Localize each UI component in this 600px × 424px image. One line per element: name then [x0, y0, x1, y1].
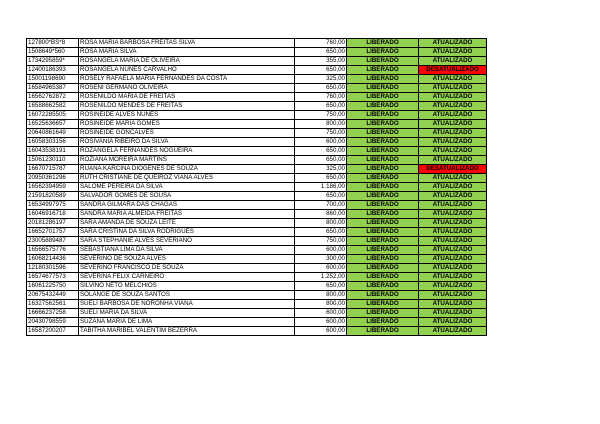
table-row: [27, 111, 487, 120]
beneficiary-name-cell: SUELI MARIA DA SILVA: [79, 309, 295, 318]
release-status-cell: LIBERADO: [347, 39, 419, 48]
beneficiary-name-cell: ROSINEIDE GONCALVES: [79, 129, 295, 138]
record-id-cell: 16670715787: [27, 165, 79, 174]
update-status-cell: ATUALIZADO: [419, 57, 487, 66]
beneficiary-name-cell: SALVADOR GOMES DE SOUSA: [79, 192, 295, 201]
release-status-cell: LIBERADO: [347, 138, 419, 147]
record-id-cell: 16534997975: [27, 201, 79, 210]
beneficiary-name-cell: ROZANGELA FERNANDES NOGUEIRA: [79, 147, 295, 156]
update-status-cell: ATUALIZADO: [419, 93, 487, 102]
release-status-cell: LIBERADO: [347, 282, 419, 291]
update-status-cell: ATUALIZADO: [419, 111, 487, 120]
amount-cell: 355,00: [295, 57, 347, 66]
release-status-cell: LIBERADO: [347, 246, 419, 255]
release-status-cell: LIBERADO: [347, 111, 419, 120]
table-row: [27, 309, 487, 318]
table-row: [27, 282, 487, 291]
amount-cell: 1.186,00: [295, 183, 347, 192]
update-status-cell: ATUALIZADO: [419, 219, 487, 228]
release-status-cell: LIBERADO: [347, 264, 419, 273]
amount-cell: 750,00: [295, 129, 347, 138]
amount-cell: 750,00: [295, 237, 347, 246]
release-status-cell: LIBERADO: [347, 75, 419, 84]
update-status-cell: DESATUALIZADO: [419, 165, 487, 174]
beneficiary-name-cell: ROSA MARIA SILVA: [79, 48, 295, 57]
beneficiary-name-cell: ROSANGELA NUNES CARVALHO: [79, 66, 295, 75]
update-status-cell: ATUALIZADO: [419, 255, 487, 264]
table-row: [27, 201, 487, 210]
amount-cell: 650,00: [295, 66, 347, 75]
amount-cell: 650,00: [295, 156, 347, 165]
table-row: [27, 165, 487, 174]
beneficiary-name-cell: RUANA KARCINA DIOGENES DE SOUZA: [79, 165, 295, 174]
beneficiary-name-cell: ROSIVANIA RIBEIRO DA SILVA: [79, 138, 295, 147]
beneficiary-name-cell: ROSENI GERMANO OLIVEIRA: [79, 84, 295, 93]
table-row: [27, 318, 487, 327]
beneficiary-name-cell: ROSENILDO MENDES DE FREITAS: [79, 102, 295, 111]
release-status-cell: LIBERADO: [347, 183, 419, 192]
record-id-cell: 16562394959: [27, 183, 79, 192]
update-status-cell: ATUALIZADO: [419, 327, 487, 336]
release-status-cell: LIBERADO: [347, 273, 419, 282]
release-status-cell: LIBERADO: [347, 165, 419, 174]
release-status-cell: LIBERADO: [347, 210, 419, 219]
release-status-cell: LIBERADO: [347, 129, 419, 138]
beneficiary-name-cell: SILVINO NETO MELCHIOS: [79, 282, 295, 291]
amount-cell: 650,00: [295, 84, 347, 93]
table-row: [27, 138, 487, 147]
beneficiary-name-cell: ROSELY RAFAELA MARIA FERNANDES DA COSTA: [79, 75, 295, 84]
update-status-cell: ATUALIZADO: [419, 147, 487, 156]
table-row: [27, 75, 487, 84]
update-status-cell: ATUALIZADO: [419, 129, 487, 138]
payment-status-table: [26, 38, 487, 336]
table-row: [27, 291, 487, 300]
table-row: [27, 219, 487, 228]
record-id-cell: 12180301596: [27, 264, 79, 273]
release-status-cell: LIBERADO: [347, 327, 419, 336]
record-id-cell: 16058303156: [27, 138, 79, 147]
record-id-cell: 16584965387: [27, 84, 79, 93]
release-status-cell: LIBERADO: [347, 84, 419, 93]
record-id-cell: 16061225750: [27, 282, 79, 291]
record-id-cell: 16574677573: [27, 273, 79, 282]
release-status-cell: LIBERADO: [347, 93, 419, 102]
amount-cell: 600,00: [295, 246, 347, 255]
update-status-cell: DESATUALIZADO: [419, 66, 487, 75]
record-id-cell: 16652701757: [27, 228, 79, 237]
beneficiary-name-cell: SANDRA MARIA ALMEIDA FREITAS: [79, 210, 295, 219]
beneficiary-name-cell: SEVERINO FRANCISCO DE SOUZA: [79, 264, 295, 273]
update-status-cell: ATUALIZADO: [419, 300, 487, 309]
update-status-cell: ATUALIZADO: [419, 264, 487, 273]
table-row: [27, 210, 487, 219]
update-status-cell: ATUALIZADO: [419, 120, 487, 129]
amount-cell: 325,00: [295, 75, 347, 84]
table-row: [27, 255, 487, 264]
release-status-cell: LIBERADO: [347, 219, 419, 228]
amount-cell: 750,00: [295, 111, 347, 120]
release-status-cell: LIBERADO: [347, 201, 419, 210]
release-status-cell: LIBERADO: [347, 309, 419, 318]
beneficiary-name-cell: RUTH CRISTIANE DE QUEIROZ VIANA ALVES: [79, 174, 295, 183]
record-id-cell: 20675432449: [27, 291, 79, 300]
table-row: [27, 273, 487, 282]
record-id-cell: 16666237258: [27, 309, 79, 318]
amount-cell: 800,00: [295, 120, 347, 129]
update-status-cell: ATUALIZADO: [419, 156, 487, 165]
table-row: [27, 228, 487, 237]
table-row: [27, 84, 487, 93]
beneficiary-name-cell: TABITHA MARIBEL VALENTIM BEZERRA: [79, 327, 295, 336]
release-status-cell: LIBERADO: [347, 102, 419, 111]
amount-cell: 650,00: [295, 147, 347, 156]
record-id-cell: 16587200207: [27, 327, 79, 336]
beneficiary-name-cell: SEVERINO DE SOUZA ALVES: [79, 255, 295, 264]
table-row: [27, 237, 487, 246]
release-status-cell: LIBERADO: [347, 291, 419, 300]
update-status-cell: ATUALIZADO: [419, 183, 487, 192]
update-status-cell: ATUALIZADO: [419, 192, 487, 201]
update-status-cell: ATUALIZADO: [419, 246, 487, 255]
table-body: [27, 39, 487, 336]
record-id-cell: 15061230110: [27, 156, 79, 165]
beneficiary-name-cell: SOLANGE DE SOUZA SANTOS: [79, 291, 295, 300]
update-status-cell: ATUALIZADO: [419, 48, 487, 57]
amount-cell: 800,00: [295, 219, 347, 228]
beneficiary-name-cell: ROSINEIDE MARIA GOMES: [79, 120, 295, 129]
release-status-cell: LIBERADO: [347, 228, 419, 237]
update-status-cell: ATUALIZADO: [419, 39, 487, 48]
beneficiary-name-cell: ROSANGELA MARIA DE OLIVEIRA: [79, 57, 295, 66]
release-status-cell: LIBERADO: [347, 156, 419, 165]
record-id-cell: 20950361296: [27, 174, 79, 183]
update-status-cell: ATUALIZADO: [419, 237, 487, 246]
amount-cell: 600,00: [295, 327, 347, 336]
beneficiary-name-cell: SUZANA MARIA DE LIMA: [79, 318, 295, 327]
table-row: [27, 246, 487, 255]
amount-cell: 760,00: [295, 93, 347, 102]
release-status-cell: LIBERADO: [347, 48, 419, 57]
table-row: [27, 156, 487, 165]
update-status-cell: ATUALIZADO: [419, 84, 487, 93]
record-id-cell: 1508649*560: [27, 48, 79, 57]
beneficiary-name-cell: ROZIANA MOREIRA MARTINS: [79, 156, 295, 165]
table-row: [27, 327, 487, 336]
record-id-cell: 16046916718: [27, 210, 79, 219]
table-row: [27, 129, 487, 138]
update-status-cell: ATUALIZADO: [419, 318, 487, 327]
amount-cell: 760,00: [295, 39, 347, 48]
update-status-cell: ATUALIZADO: [419, 75, 487, 84]
table-row: [27, 147, 487, 156]
amount-cell: 600,00: [295, 309, 347, 318]
table-row: [27, 39, 487, 48]
release-status-cell: LIBERADO: [347, 120, 419, 129]
release-status-cell: LIBERADO: [347, 192, 419, 201]
amount-cell: 650,00: [295, 282, 347, 291]
beneficiary-name-cell: ROSENILDO MARIA DE FREITAS: [79, 93, 295, 102]
amount-cell: 800,00: [295, 291, 347, 300]
beneficiary-name-cell: SEVERINA FELIX CARNEIRO: [79, 273, 295, 282]
beneficiary-name-cell: SARA AMANDA DE SOUZA LEITE: [79, 219, 295, 228]
amount-cell: 600,00: [295, 138, 347, 147]
beneficiary-name-cell: SARA CRISTINA DA SILVA RODRIGUES: [79, 228, 295, 237]
amount-cell: 300,00: [295, 255, 347, 264]
amount-cell: 860,00: [295, 210, 347, 219]
release-status-cell: LIBERADO: [347, 66, 419, 75]
beneficiary-name-cell: ROSA MARIA BARBOSA FREITAS SILVA: [79, 39, 295, 48]
amount-cell: 800,00: [295, 300, 347, 309]
release-status-cell: LIBERADO: [347, 174, 419, 183]
update-status-cell: ATUALIZADO: [419, 228, 487, 237]
amount-cell: 650,00: [295, 174, 347, 183]
record-id-cell: 16068214436: [27, 255, 79, 264]
update-status-cell: ATUALIZADO: [419, 102, 487, 111]
record-id-cell: 16043538191: [27, 147, 79, 156]
record-id-cell: 23005889487: [27, 237, 79, 246]
record-id-cell: 16327562561: [27, 300, 79, 309]
amount-cell: 600,00: [295, 264, 347, 273]
record-id-cell: 21591820589: [27, 192, 79, 201]
record-id-cell: 16588662582: [27, 102, 79, 111]
release-status-cell: LIBERADO: [347, 57, 419, 66]
amount-cell: 600,00: [295, 318, 347, 327]
table-row: [27, 300, 487, 309]
update-status-cell: ATUALIZADO: [419, 201, 487, 210]
update-status-cell: ATUALIZADO: [419, 174, 487, 183]
table-row: [27, 192, 487, 201]
release-status-cell: LIBERADO: [347, 255, 419, 264]
release-status-cell: LIBERADO: [347, 318, 419, 327]
table-row: [27, 120, 487, 129]
beneficiary-name-cell: ROSINEIDE ALVES NUNES: [79, 111, 295, 120]
table-row: [27, 102, 487, 111]
beneficiary-name-cell: SEBASTIANA LIMA DA SILVA: [79, 246, 295, 255]
amount-cell: 1.252,00: [295, 273, 347, 282]
table-row: [27, 66, 487, 75]
record-id-cell: 16072285505: [27, 111, 79, 120]
record-id-cell: 15001198690: [27, 75, 79, 84]
record-id-cell: 20181286197: [27, 219, 79, 228]
table-row: [27, 57, 487, 66]
table-row: [27, 93, 487, 102]
record-id-cell: 127800*BS*8: [27, 39, 79, 48]
beneficiary-name-cell: SALOME PEREIRA DA SILVA: [79, 183, 295, 192]
table-row: [27, 174, 487, 183]
amount-cell: 650,00: [295, 192, 347, 201]
update-status-cell: ATUALIZADO: [419, 282, 487, 291]
amount-cell: 650,00: [295, 102, 347, 111]
table-row: [27, 264, 487, 273]
table-row: [27, 48, 487, 57]
release-status-cell: LIBERADO: [347, 147, 419, 156]
beneficiary-name-cell: SARA STEPHANIE ALVES SEVERIANO: [79, 237, 295, 246]
record-id-cell: 16525636657: [27, 120, 79, 129]
record-id-cell: 20640861649: [27, 129, 79, 138]
update-status-cell: ATUALIZADO: [419, 138, 487, 147]
amount-cell: 700,00: [295, 201, 347, 210]
release-status-cell: LIBERADO: [347, 237, 419, 246]
release-status-cell: LIBERADO: [347, 300, 419, 309]
update-status-cell: ATUALIZADO: [419, 291, 487, 300]
record-id-cell: 16562762872: [27, 93, 79, 102]
amount-cell: 325,00: [295, 165, 347, 174]
record-id-cell: 16566575776: [27, 246, 79, 255]
amount-cell: 650,00: [295, 228, 347, 237]
record-id-cell: 1734295859*: [27, 57, 79, 66]
beneficiary-name-cell: SUELI BARBOSA DE NORONHA VIANA: [79, 300, 295, 309]
update-status-cell: ATUALIZADO: [419, 273, 487, 282]
table-row: [27, 183, 487, 192]
update-status-cell: ATUALIZADO: [419, 309, 487, 318]
record-id-cell: 20430798559: [27, 318, 79, 327]
beneficiary-name-cell: SANDRA GILMARA DAS CHAGAS: [79, 201, 295, 210]
record-id-cell: 12400186393: [27, 66, 79, 75]
amount-cell: 650,00: [295, 48, 347, 57]
update-status-cell: ATUALIZADO: [419, 210, 487, 219]
